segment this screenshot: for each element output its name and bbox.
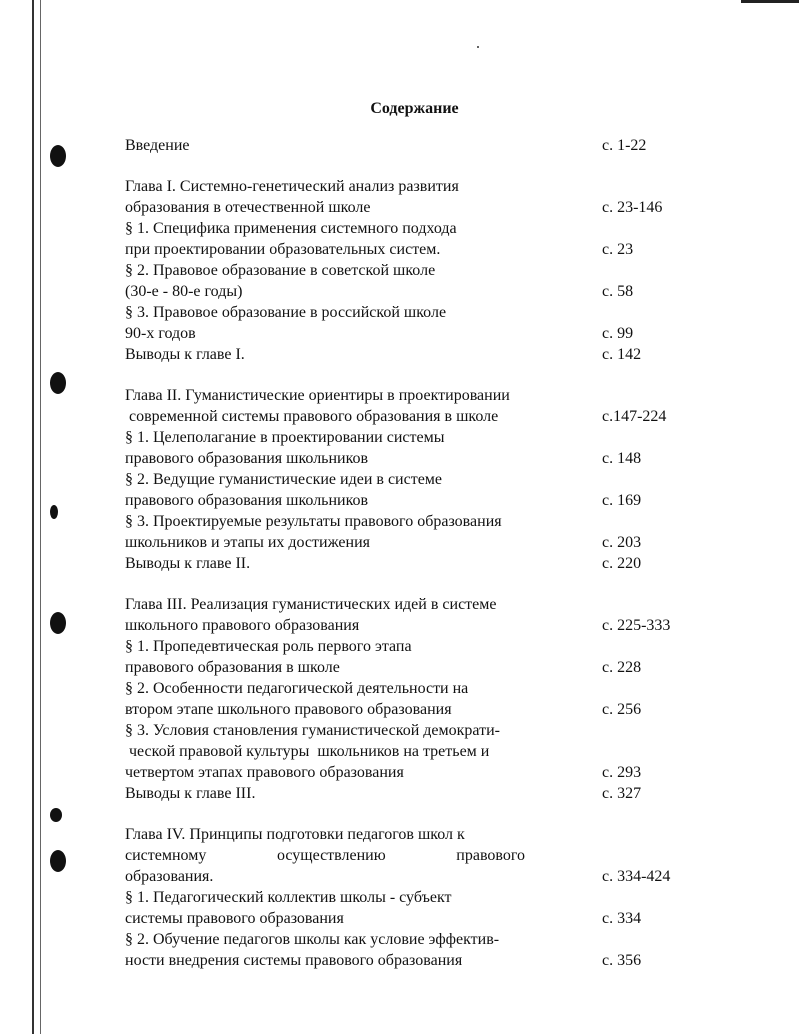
chapter-heading: школьного правового образования <box>125 617 360 634</box>
chapter-heading: современной системы правового образования в школе <box>125 408 499 425</box>
scan-speck <box>477 46 479 48</box>
punch-hole <box>50 505 58 519</box>
punch-hole <box>50 850 66 872</box>
page-number: с. 356 <box>602 952 642 969</box>
toc-chapter-1 <box>125 176 685 365</box>
section-title: ности внедрения системы правового образования <box>125 952 463 969</box>
section-title: § 1. Педагогический коллектив школы - субъект <box>125 889 452 906</box>
punch-hole <box>50 372 66 394</box>
page-number: с. 203 <box>602 534 642 551</box>
chapter-heading: Глава IV. Принципы подготовки педагогов школ к <box>125 826 465 843</box>
table-of-contents <box>125 135 685 971</box>
section-title: § 3. Условия становления гуманистической демократи- <box>125 722 500 739</box>
section-title: § 2. Правовое образование в советской школе <box>125 262 436 279</box>
chapter-heading: образования. <box>125 868 214 885</box>
entry-text: Введение <box>125 137 190 154</box>
page-number: с. 334-424 <box>602 868 671 885</box>
section-title: при проектировании образовательных систем. <box>125 241 441 258</box>
section-title: § 2. Особенности педагогической деятельности на <box>125 680 469 697</box>
chapter-heading-word: осуществлению <box>276 847 386 864</box>
section-title: § 3. Проектируемые результаты правового образования <box>125 513 502 530</box>
page-number: с. 23 <box>602 241 634 258</box>
page-number: с. 23-146 <box>602 199 663 216</box>
page-number: с. 256 <box>602 701 642 718</box>
chapter-heading: Глава III. Реализация гуманистических идей в системе <box>125 596 497 613</box>
conclusions: Выводы к главе III. <box>125 785 256 802</box>
scan-line <box>40 0 41 1034</box>
conclusions: Выводы к главе II. <box>125 555 251 572</box>
punch-hole <box>50 612 66 634</box>
chapter-heading: Глава II. Гуманистические ориентиры в проектировании <box>125 387 510 404</box>
scan-corner-mark <box>741 0 799 3</box>
section-title: § 3. Правовое образование в российской школе <box>125 304 447 321</box>
section-title: правового образования в школе <box>125 659 340 676</box>
chapter-heading: образования в отечественной школе <box>125 199 371 216</box>
page-number: с. 327 <box>602 785 642 802</box>
page-number: с. 142 <box>602 346 642 363</box>
toc-entry-intro <box>125 135 685 156</box>
section-title: четвертом этапах правового образования <box>125 764 404 781</box>
section-title: ческой правовой культуры школьников на третьем и <box>125 743 490 760</box>
section-title: § 2. Обучение педагогов школы как условие эффектив- <box>125 931 500 948</box>
toc-chapter-4 <box>125 824 685 971</box>
page-number: с. 334 <box>602 910 642 927</box>
page-number: с. 220 <box>602 555 642 572</box>
page-number: с.147-224 <box>602 408 667 425</box>
chapter-heading-word: системному <box>125 847 207 864</box>
scan-binding-edge <box>30 0 48 1034</box>
page-number: с. 58 <box>602 283 634 300</box>
section-title: § 1. Специфика применения системного подхода <box>125 220 457 237</box>
section-title: § 1. Пропедевтическая роль первого этапа <box>125 638 412 655</box>
section-title: втором этапе школьного правового образования <box>125 701 452 718</box>
page-number: с. 293 <box>602 764 642 781</box>
punch-hole <box>50 808 62 822</box>
section-title: школьников и этапы их достижения <box>125 534 370 551</box>
section-title: 90-х годов <box>125 325 196 342</box>
conclusions: Выводы к главе I. <box>125 346 245 363</box>
toc-chapter-2 <box>125 385 685 574</box>
section-title: § 1. Целеполагание в проектировании системы <box>125 429 445 446</box>
chapter-heading: Глава I. Системно-генетический анализ развития <box>125 178 459 195</box>
chapter-heading-word: правового <box>456 847 525 864</box>
page-number: с. 228 <box>602 659 642 676</box>
page-number: с. 1-22 <box>602 137 647 154</box>
section-title: правового образования школьников <box>125 492 369 509</box>
page-title: Содержание <box>370 100 459 117</box>
section-title: § 2. Ведущие гуманистические идеи в системе <box>125 471 443 488</box>
page-number: с. 99 <box>602 325 634 342</box>
punch-hole <box>50 145 66 167</box>
section-title: правового образования школьников <box>125 450 369 467</box>
page-number: с. 169 <box>602 492 642 509</box>
section-title: системы правового образования <box>125 910 344 927</box>
section-title: (30-е - 80-е годы) <box>125 283 243 300</box>
toc-chapter-3 <box>125 594 685 804</box>
page-number: с. 225-333 <box>602 617 671 634</box>
scan-line <box>32 0 34 1034</box>
page-number: с. 148 <box>602 450 642 467</box>
chapter-heading-justified <box>125 845 525 866</box>
